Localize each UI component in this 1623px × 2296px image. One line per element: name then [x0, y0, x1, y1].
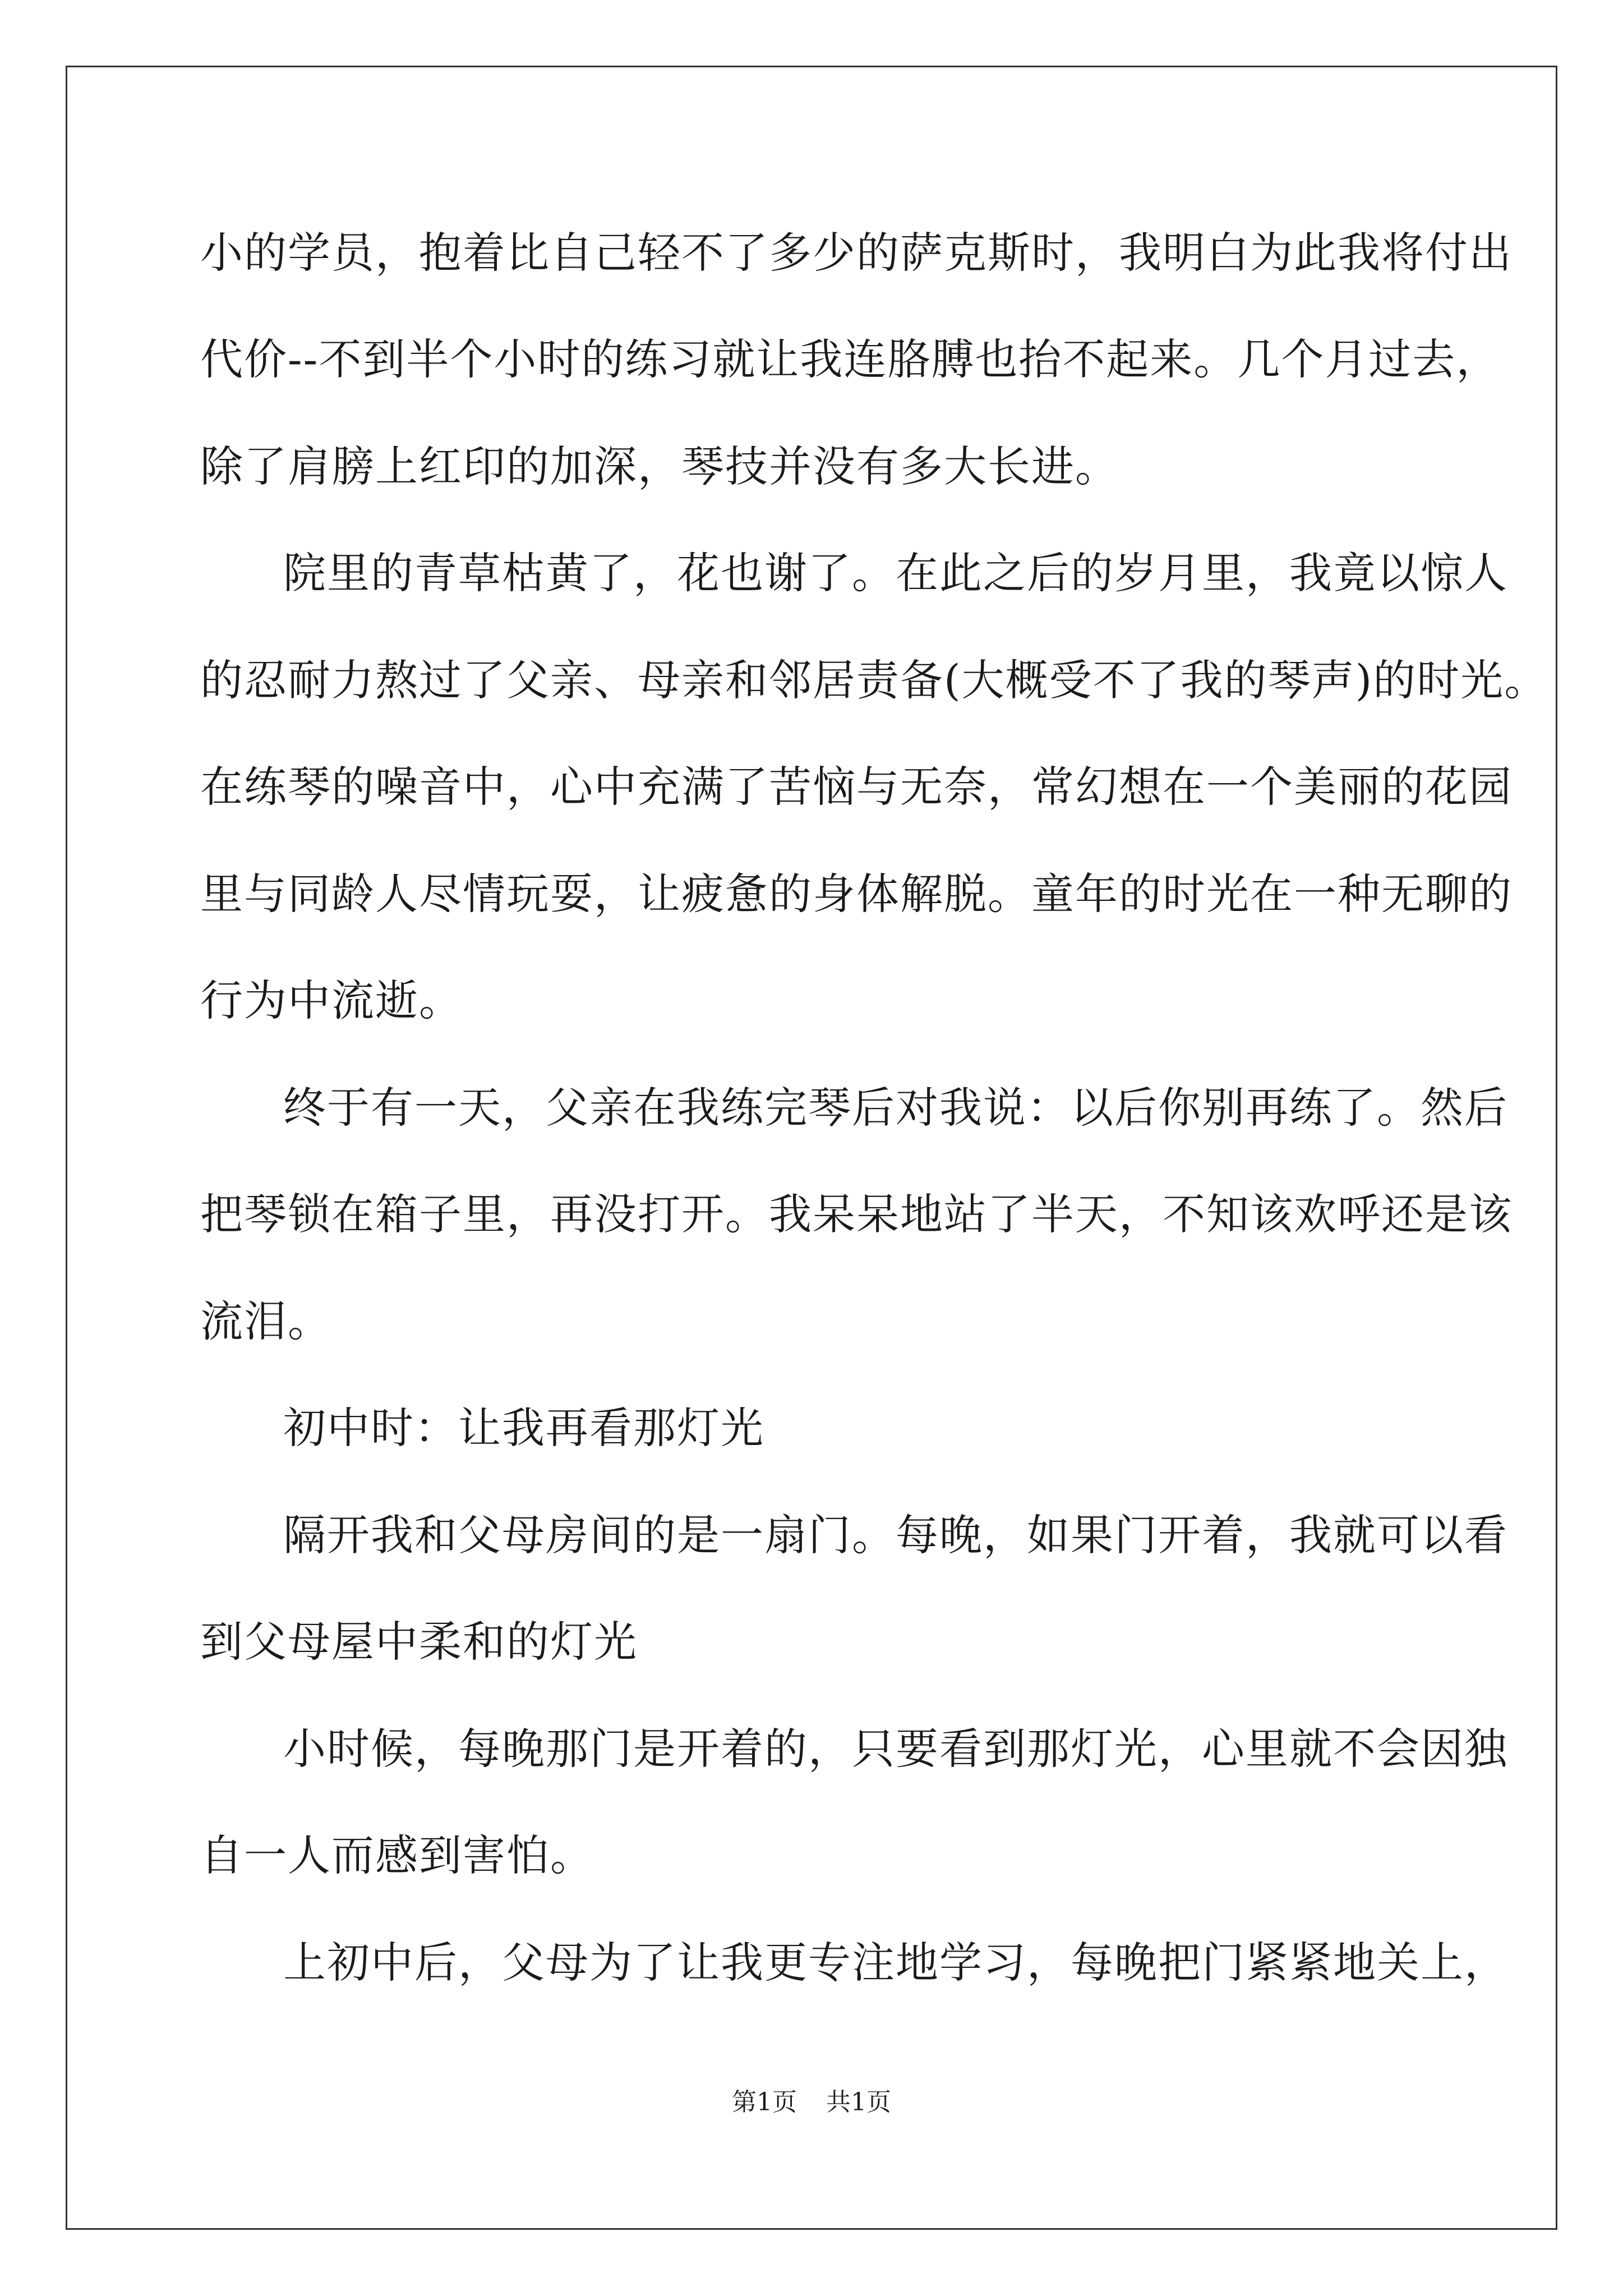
text-line: 的忍耐力熬过了父亲、母亲和邻居责备(大概受不了我的琴声)的时光。	[200, 655, 1548, 705]
page-number: 第1页	[732, 2088, 797, 2116]
text-line: 小的学员，抱着比自己轻不了多少的萨克斯时，我明白为此我将付出	[200, 228, 1513, 278]
text-line: 在练琴的噪音中，心中充满了苦恼与无奈，常幻想在一个美丽的花园	[200, 762, 1513, 812]
text-line: 除了肩膀上红印的加深，琴技并没有多大长进。	[200, 441, 1119, 491]
text-line: 里与同龄人尽情玩耍，让疲惫的身体解脱。童年的时光在一种无聊的	[200, 869, 1513, 919]
page-footer	[0, 2086, 1623, 2119]
paragraph-first-line: 终于有一天，父亲在我练完琴后对我说：以后你别再练了。然后	[283, 1083, 1508, 1133]
paragraph-first-line: 院里的青草枯黄了，花也谢了。在此之后的岁月里，我竟以惊人	[283, 548, 1508, 598]
paragraph-first-line: 上初中后，父母为了让我更专注地学习，每晚把门紧紧地关上，	[283, 1938, 1508, 1987]
text-line: 行为中流逝。	[200, 976, 463, 1025]
page-border	[66, 66, 1557, 2230]
paragraph-first-line: 小时候，每晚那门是开着的，只要看到那灯光，心里就不会因独	[283, 1724, 1508, 1774]
section-heading: 初中时：让我再看那灯光	[283, 1403, 764, 1453]
page-total: 共1页	[826, 2088, 891, 2116]
paragraph-first-line: 隔开我和父母房间的是一扇门。每晚，如果门开着，我就可以看	[283, 1510, 1508, 1560]
text-line: 自一人而感到害怕。	[200, 1830, 594, 1880]
text-line: 到父母屋中柔和的灯光	[200, 1617, 638, 1667]
text-line: 流泪。	[200, 1296, 331, 1346]
text-line: 把琴锁在箱子里，再没打开。我呆呆地站了半天，不知该欢呼还是该	[200, 1189, 1513, 1239]
text-line: 代价--不到半个小时的练习就让我连胳膊也抬不起来。几个月过去，	[200, 334, 1500, 384]
